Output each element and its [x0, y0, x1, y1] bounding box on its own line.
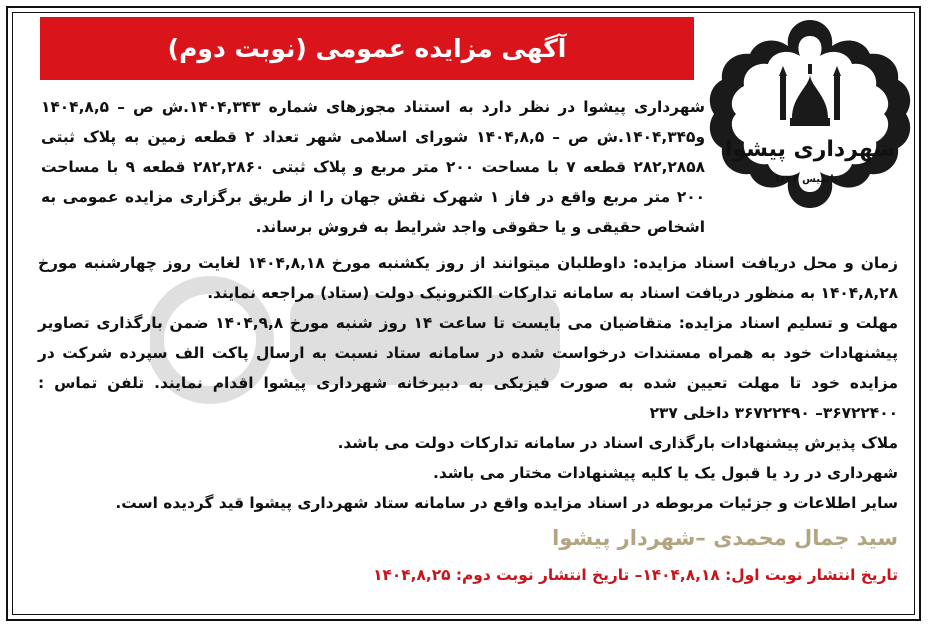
- intro-paragraph: شهرداری پیشوا در نظر دارد به استناد مجوزهای شماره ۱۴۰۴,۳۴۳.ش ص – ۱۴۰۴,۸,۵ و۱۴۰۴,۳۴۵.ش ص – ۱۴۰۴,۸,۵ شورای اسلامی شهر تعداد ۲ قطعه زمین به پلاک ثبتی ۲۸۲,۲۸۵۸ قطعه ۷ با مساحت ۲۰۰ متر مربع و پلاک ثبتی ۲۸۲,۲۸۶۰ قطعه ۹ با مساحت ۲۰۰ متر مربع واقع در فاز ۱ شهرک نقش جهان را از طریق برگزاری مزایده عمومی به اشخاص حقیقی و یا حقوقی واجد شرایط به فروش برساند.: [41, 98, 706, 236]
- logo-subtext: تاسیس ۱۳۳۲: [774, 174, 838, 185]
- terms-section: [38, 248, 898, 518]
- notice-title: آگهی مزایده عمومی (نوبت دوم): [167, 34, 567, 63]
- municipality-logo: [706, 14, 914, 226]
- logo-text: شهرداری پیشوا: [724, 137, 896, 162]
- mayor-signature: سید جمال محمدی –شهردار پیشوا: [552, 526, 898, 550]
- rejection-right-paragraph: شهرداری در رد یا قبول یک یا کلیه پیشنهادات مختار می باشد.: [433, 464, 898, 482]
- submission-deadline-paragraph: مهلت و تسلیم اسناد مزایده: متقاضیان می بایست تا ساعت ۱۴ روز شنبه مورخ ۱۴۰۴,۹,۸ ضمن بارگذاری تصاویر پیشنهادات خود به همراه مستندات درخواست شده در سامانه ستاد نسبت به ارسال پاکت الف سپرده شرکت در مزایده خود تا مهلت تعیین شده به صورت فیزیکی به دبیرخانه شهرداری پیشوا اقدام نمایند. تلفن تماس : ۳۶۷۲۲۴۰۰– ۳۶۷۲۲۴۹۰ داخلی ۲۳۷: [38, 314, 898, 422]
- title-banner: [40, 17, 694, 80]
- publication-dates: تاریخ انتشار نوبت اول: ۱۴۰۴,۸,۱۸– تاریخ انتشار نوبت دوم: ۱۴۰۴,۸,۲۵: [373, 566, 898, 584]
- documents-receipt-paragraph: زمان و محل دریافت اسناد مزایده: داوطلبان میتوانند از روز یکشنبه مورخ ۱۴۰۴,۸,۱۸ لغایت روز چهارشنبه مورخ ۱۴۰۴,۸,۲۸ به منظور دریافت اسناد به سامانه تدارکات الکترونیک دولت (ستاد) مراجعه نمایند.: [38, 254, 898, 302]
- acceptance-criteria-paragraph: ملاک پذیرش پیشنهادات بارگذاری اسناد در سامانه تدارکات دولت می باشد.: [337, 434, 898, 452]
- more-info-paragraph: سایر اطلاعات و جزئیات مربوطه در اسناد مزایده واقع در سامانه ستاد شهرداری پیشوا قید گردیده است.: [115, 494, 898, 512]
